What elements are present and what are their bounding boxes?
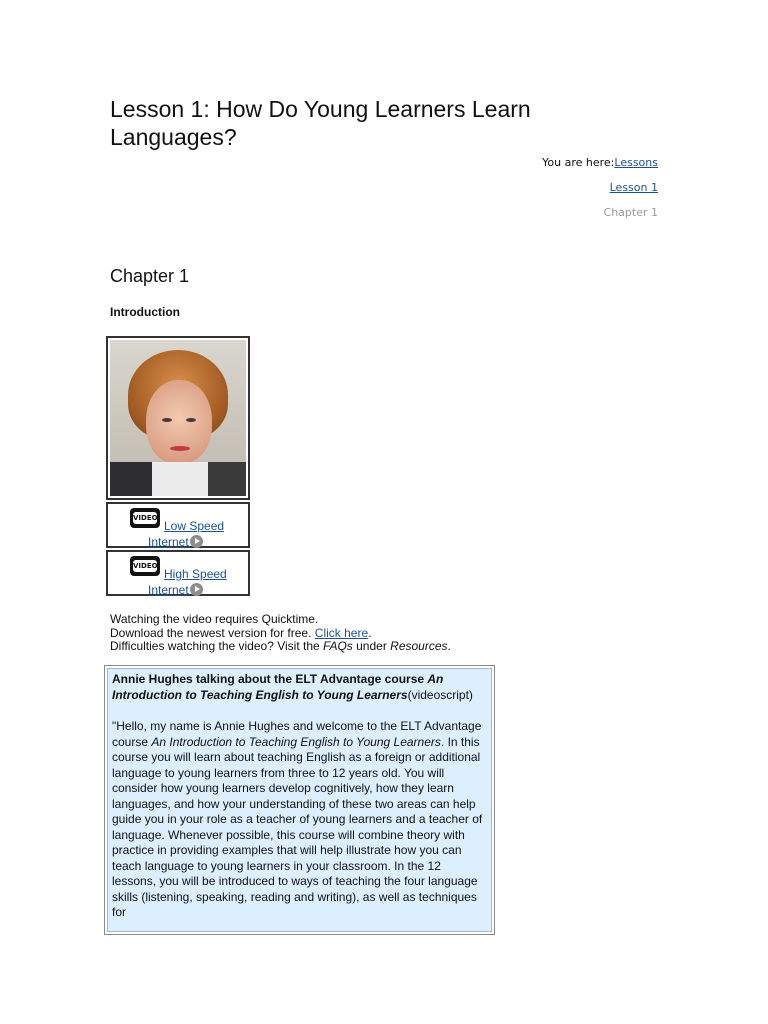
breadcrumb-lessons-link[interactable]: Lessons <box>614 156 658 169</box>
video-panel <box>106 336 250 598</box>
faqs-text: FAQs <box>323 639 353 653</box>
play-icon[interactable] <box>190 535 203 548</box>
low-speed-video-option <box>106 502 250 548</box>
breadcrumb-lesson1-link[interactable]: Lesson 1 <box>609 181 658 194</box>
low-speed-video-link-internet[interactable]: Internet <box>148 535 189 549</box>
video-icon: VIDEO <box>130 508 160 528</box>
quicktime-notice: Watching the video requires Quicktime. Download the newest version for free. Click here. Difficulties watching the video? Visit the FAQs under Resources. <box>110 613 510 654</box>
page-title: Lesson 1: How Do Young Learners Learn Languages? <box>110 96 531 150</box>
low-speed-video-link[interactable]: Low Speed <box>164 519 225 533</box>
play-icon[interactable] <box>190 583 203 596</box>
high-speed-video-link-internet[interactable]: Internet <box>148 583 189 597</box>
quicktime-line1: Watching the video requires Quicktime. <box>110 612 319 626</box>
presenter-photo <box>106 336 250 500</box>
section-heading: Introduction <box>110 305 180 319</box>
quicktime-download-link[interactable]: Click here <box>314 625 369 640</box>
transcript-body: "Hello, my name is Annie Hughes and welcome to the ELT Advantage course An Introduction to Teaching English to Young Learners. In this course you will learn about teaching English as a foreign or additional language to young learners from three to 12 years old. You will consider how young learners develop cognitively, how they learn languages, and how your understanding of these two areas can help guide you in your role as a teacher of young learners and a teacher of language. Whenever possible, this course will combine theory with practice in providing examples that will help illustrate how you can teach language to young learners in your classroom. In the 12 lessons, you will be introduced to ways of teaching the four language skills (listening, speaking, reading and writing), as well as techniques for <box>112 719 483 919</box>
video-transcript-box[interactable] <box>104 665 495 935</box>
resources-text: Resources <box>390 639 448 653</box>
video-icon: VIDEO <box>130 556 160 576</box>
high-speed-video-link[interactable]: High Speed <box>164 567 227 581</box>
chapter-heading: Chapter 1 <box>110 266 190 286</box>
transcript-heading: Annie Hughes talking about the ELT Advantage course An Introduction to Teaching English to Young Learners(videoscript) <box>112 672 473 702</box>
breadcrumb-current: Chapter 1 <box>603 206 658 219</box>
high-speed-video-option <box>106 550 250 596</box>
breadcrumb-prefix: You are here: <box>542 156 615 169</box>
breadcrumb <box>542 156 658 231</box>
